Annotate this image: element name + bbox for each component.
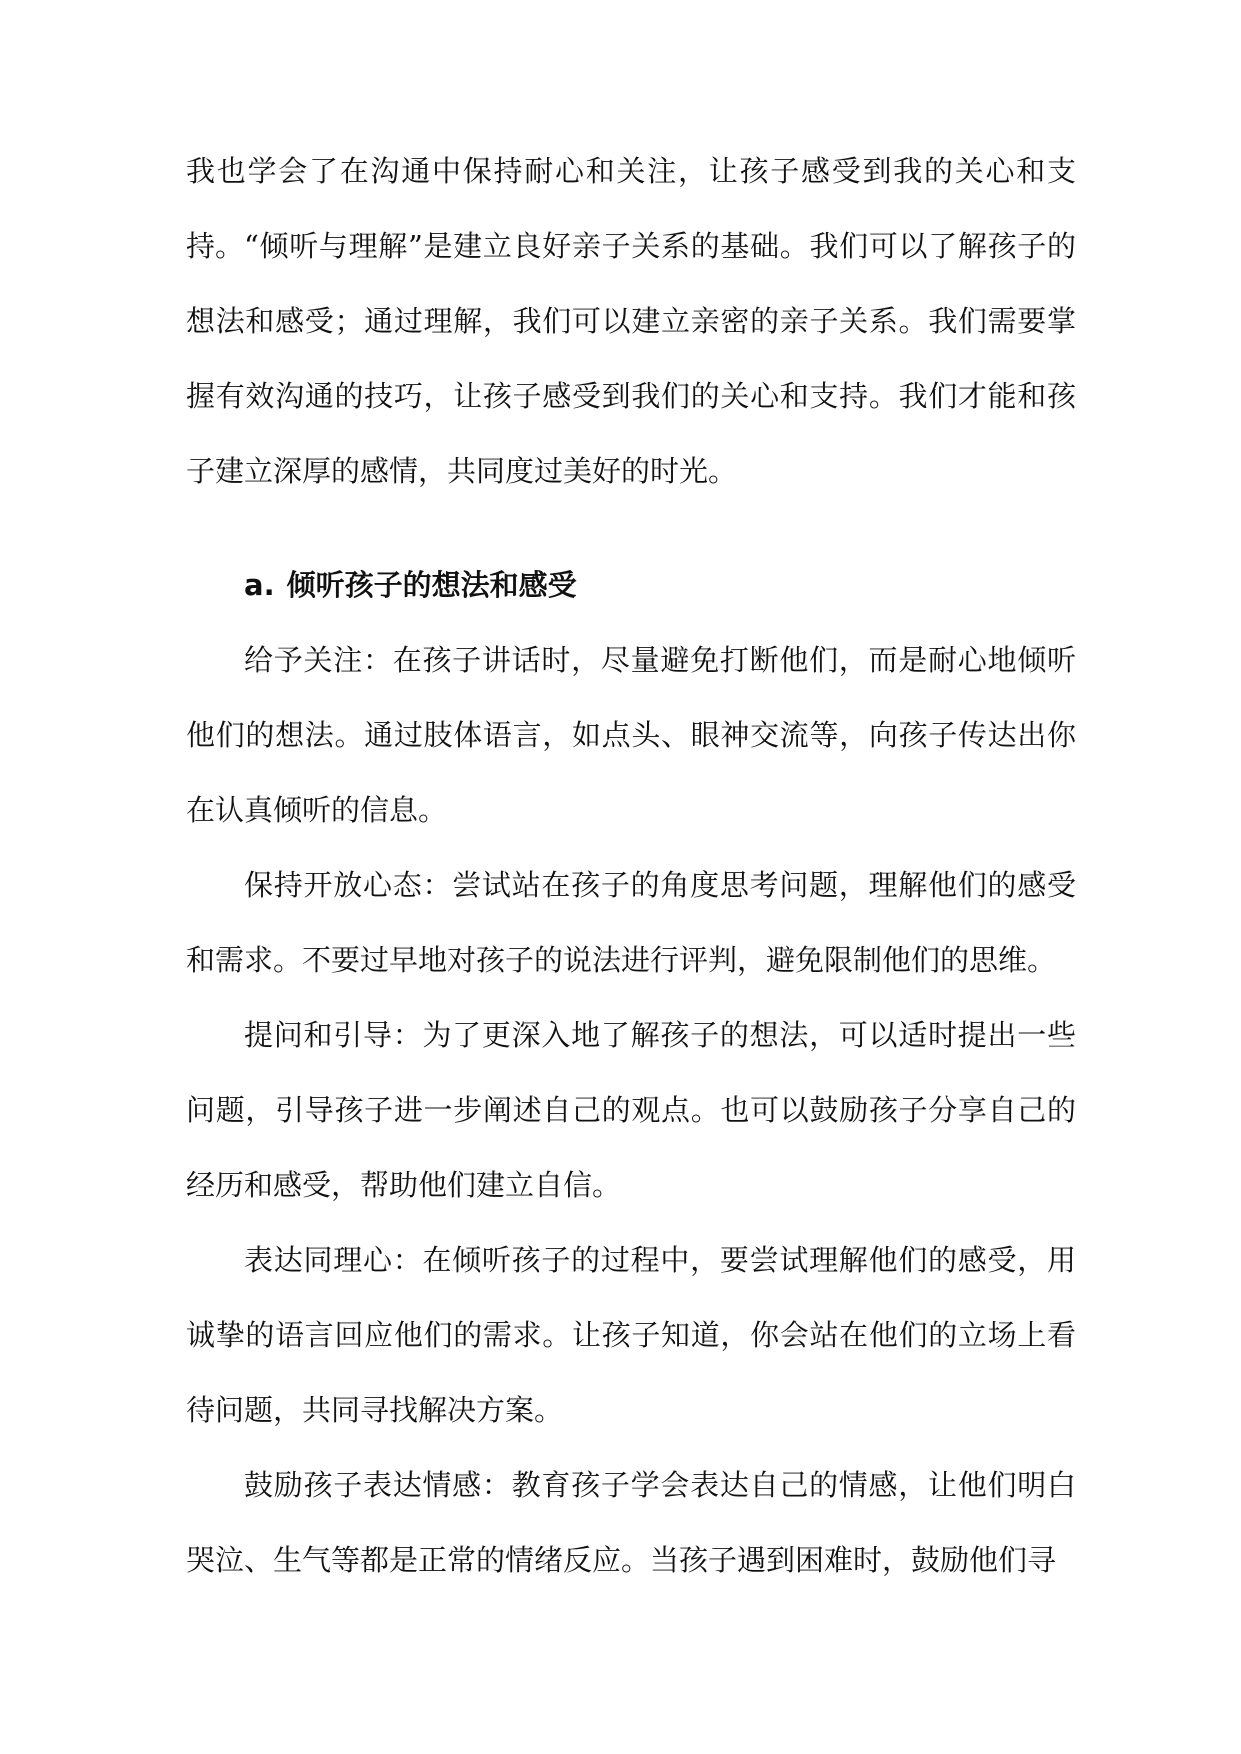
paragraph-listening-understanding: “倾听与理解”是建立良好亲子关系的基础。我们可以了解孩子的想法和感受；通过理解，我们可以建立亲密的亲子关系。我们需要掌握有效沟通的技巧，让孩子感受到我们的关心和支持。我们才能和孩子建立深厚的感情，共同度过美好的时光。 [186, 229, 1076, 488]
paragraph-empathy: 表达同理心：在倾听孩子的过程中，要尝试理解他们的感受，用诚挚的语言回应他们的需求。让孩子知道，你会站在他们的立场上看待问题，共同寻找解决方案。 [186, 1243, 1076, 1427]
heading-marker: a. [244, 568, 275, 602]
section-heading [244, 548, 577, 623]
paragraph-give-attention: 给予关注：在孩子讲话时，尽量避免打断他们，而是耐心地倾听他们的想法。通过肢体语言，如点头、眼神交流等，向孩子传达出你在认真倾听的信息。 [186, 643, 1076, 827]
paragraph-continuation: 我也学会了在沟通中保持耐心和关注，让孩子感受到我的关心和支持。 [186, 154, 1076, 263]
heading-text: 倾听孩子的想法和感受 [286, 568, 577, 602]
paragraph-open-mind: 保持开放心态：尝试站在孩子的角度思考问题，理解他们的感受和需求。不要过早地对孩子的说法进行评判，避免限制他们的思维。 [186, 868, 1076, 977]
paragraph-question-guide: 提问和引导：为了更深入地了解孩子的想法，可以适时提出一些问题，引导孩子进一步阐述自己的观点。也可以鼓励孩子分享自己的经历和感受，帮助他们建立自信。 [186, 1018, 1076, 1202]
paragraph-express-emotion: 鼓励孩子表达情感：教育孩子学会表达自己的情感，让他们明白哭泣、生气等都是正常的情绪反应。当孩子遇到困难时，鼓励他们寻 [186, 1468, 1076, 1577]
